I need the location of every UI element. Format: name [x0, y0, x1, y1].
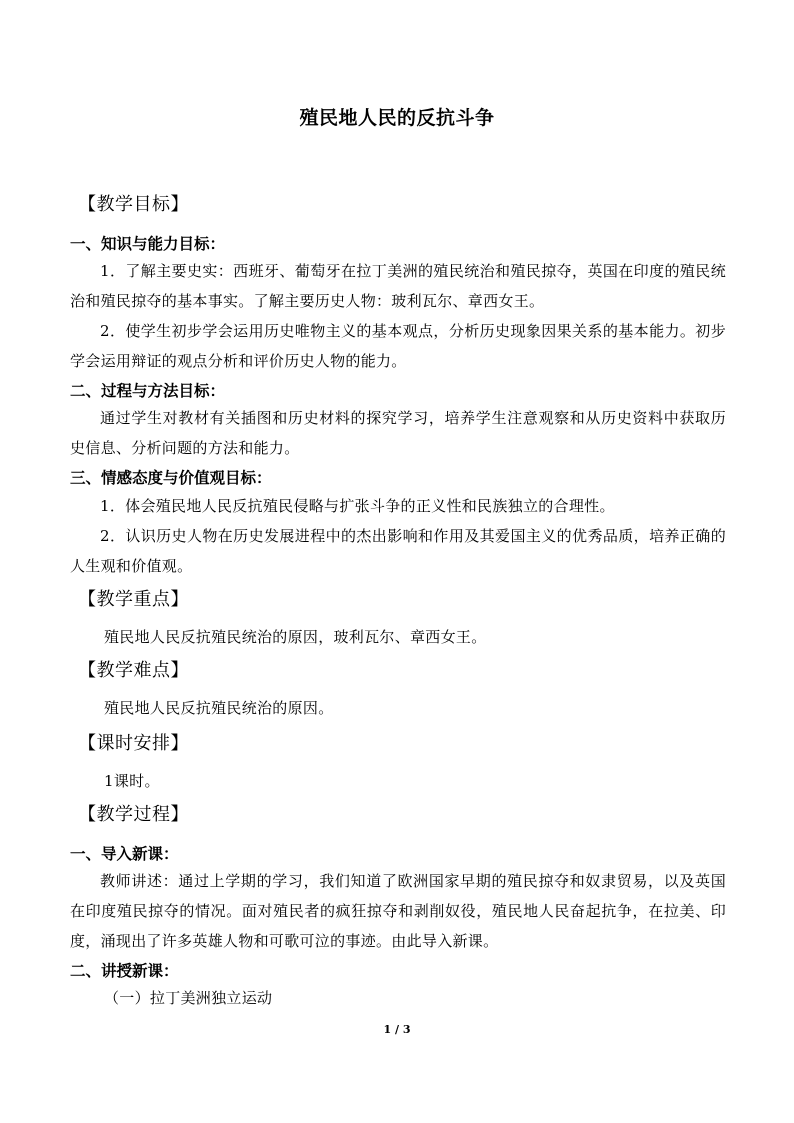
intro-paragraph: 教师讲述：通过上学期的学习，我们知道了欧洲国家早期的殖民掠夺和奴隶贸易，以及英国在印度殖民掠夺的情况。面对殖民者的疯狂掠夺和剥削奴役，殖民地人民奋起抗争，在拉美、印度，涌现出了许多英雄人物和可歌可泣的事迹。由此导入新课。: [70, 872, 726, 950]
objective1-paragraph-1: 1．了解主要史实：西班牙、葡萄牙在拉丁美洲的殖民统治和殖民掠夺，英国在印度的殖民统治和殖民掠夺的基本事实。了解主要历史人物：玻利瓦尔、章西女王。: [70, 262, 726, 310]
process-heading: 【教学过程】: [78, 804, 189, 825]
objective2-paragraph: 通过学生对教材有关插图和历史材料的探究学习，培养学生注意观察和从历史资料中获取历史信息、分析问题的方法和能力。: [70, 409, 726, 457]
objective1-paragraph-2: 2．使学生初步学会运用历史唯物主义的基本观点，分析历史现象因果关系的基本能力。初步学会运用辩证的观点分析和评价历史人物的能力。: [70, 322, 726, 370]
page-number: 1 / 3: [383, 1023, 411, 1036]
objectives-heading: 【教学目标】: [78, 194, 189, 215]
keypoints-text: 殖民地人民反抗殖民统治的原因，玻利瓦尔、章西女王。: [104, 628, 487, 646]
objective3-heading: 三、情感态度与价值观目标：: [70, 469, 272, 487]
new-lesson-heading: 二、讲授新课：: [70, 962, 179, 980]
objective3-paragraph-1: 1．体会殖民地人民反抗殖民侵略与扩张斗争的正义性和民族独立的合理性。: [100, 497, 615, 515]
schedule-text: 1课时。: [104, 772, 160, 790]
keypoints-heading: 【教学重点】: [78, 589, 189, 610]
difficulty-text: 殖民地人民反抗殖民统治的原因。: [104, 699, 334, 717]
schedule-heading: 【课时安排】: [78, 733, 189, 754]
document-title: 殖民地人民的反抗斗争: [299, 107, 495, 129]
difficulty-heading: 【教学难点】: [78, 660, 189, 681]
intro-heading: 一、导入新课：: [70, 845, 179, 863]
new-lesson-subheading: （一）拉丁美洲独立运动: [104, 989, 273, 1007]
objective2-heading: 二、过程与方法目标：: [70, 382, 226, 400]
objective3-paragraph-2: 2．认识历史人物在历史发展进程中的杰出影响和作用及其爱国主义的优秀品质，培养正确的人生观和价值观。: [70, 527, 726, 575]
objective1-heading: 一、知识与能力目标：: [70, 235, 226, 253]
